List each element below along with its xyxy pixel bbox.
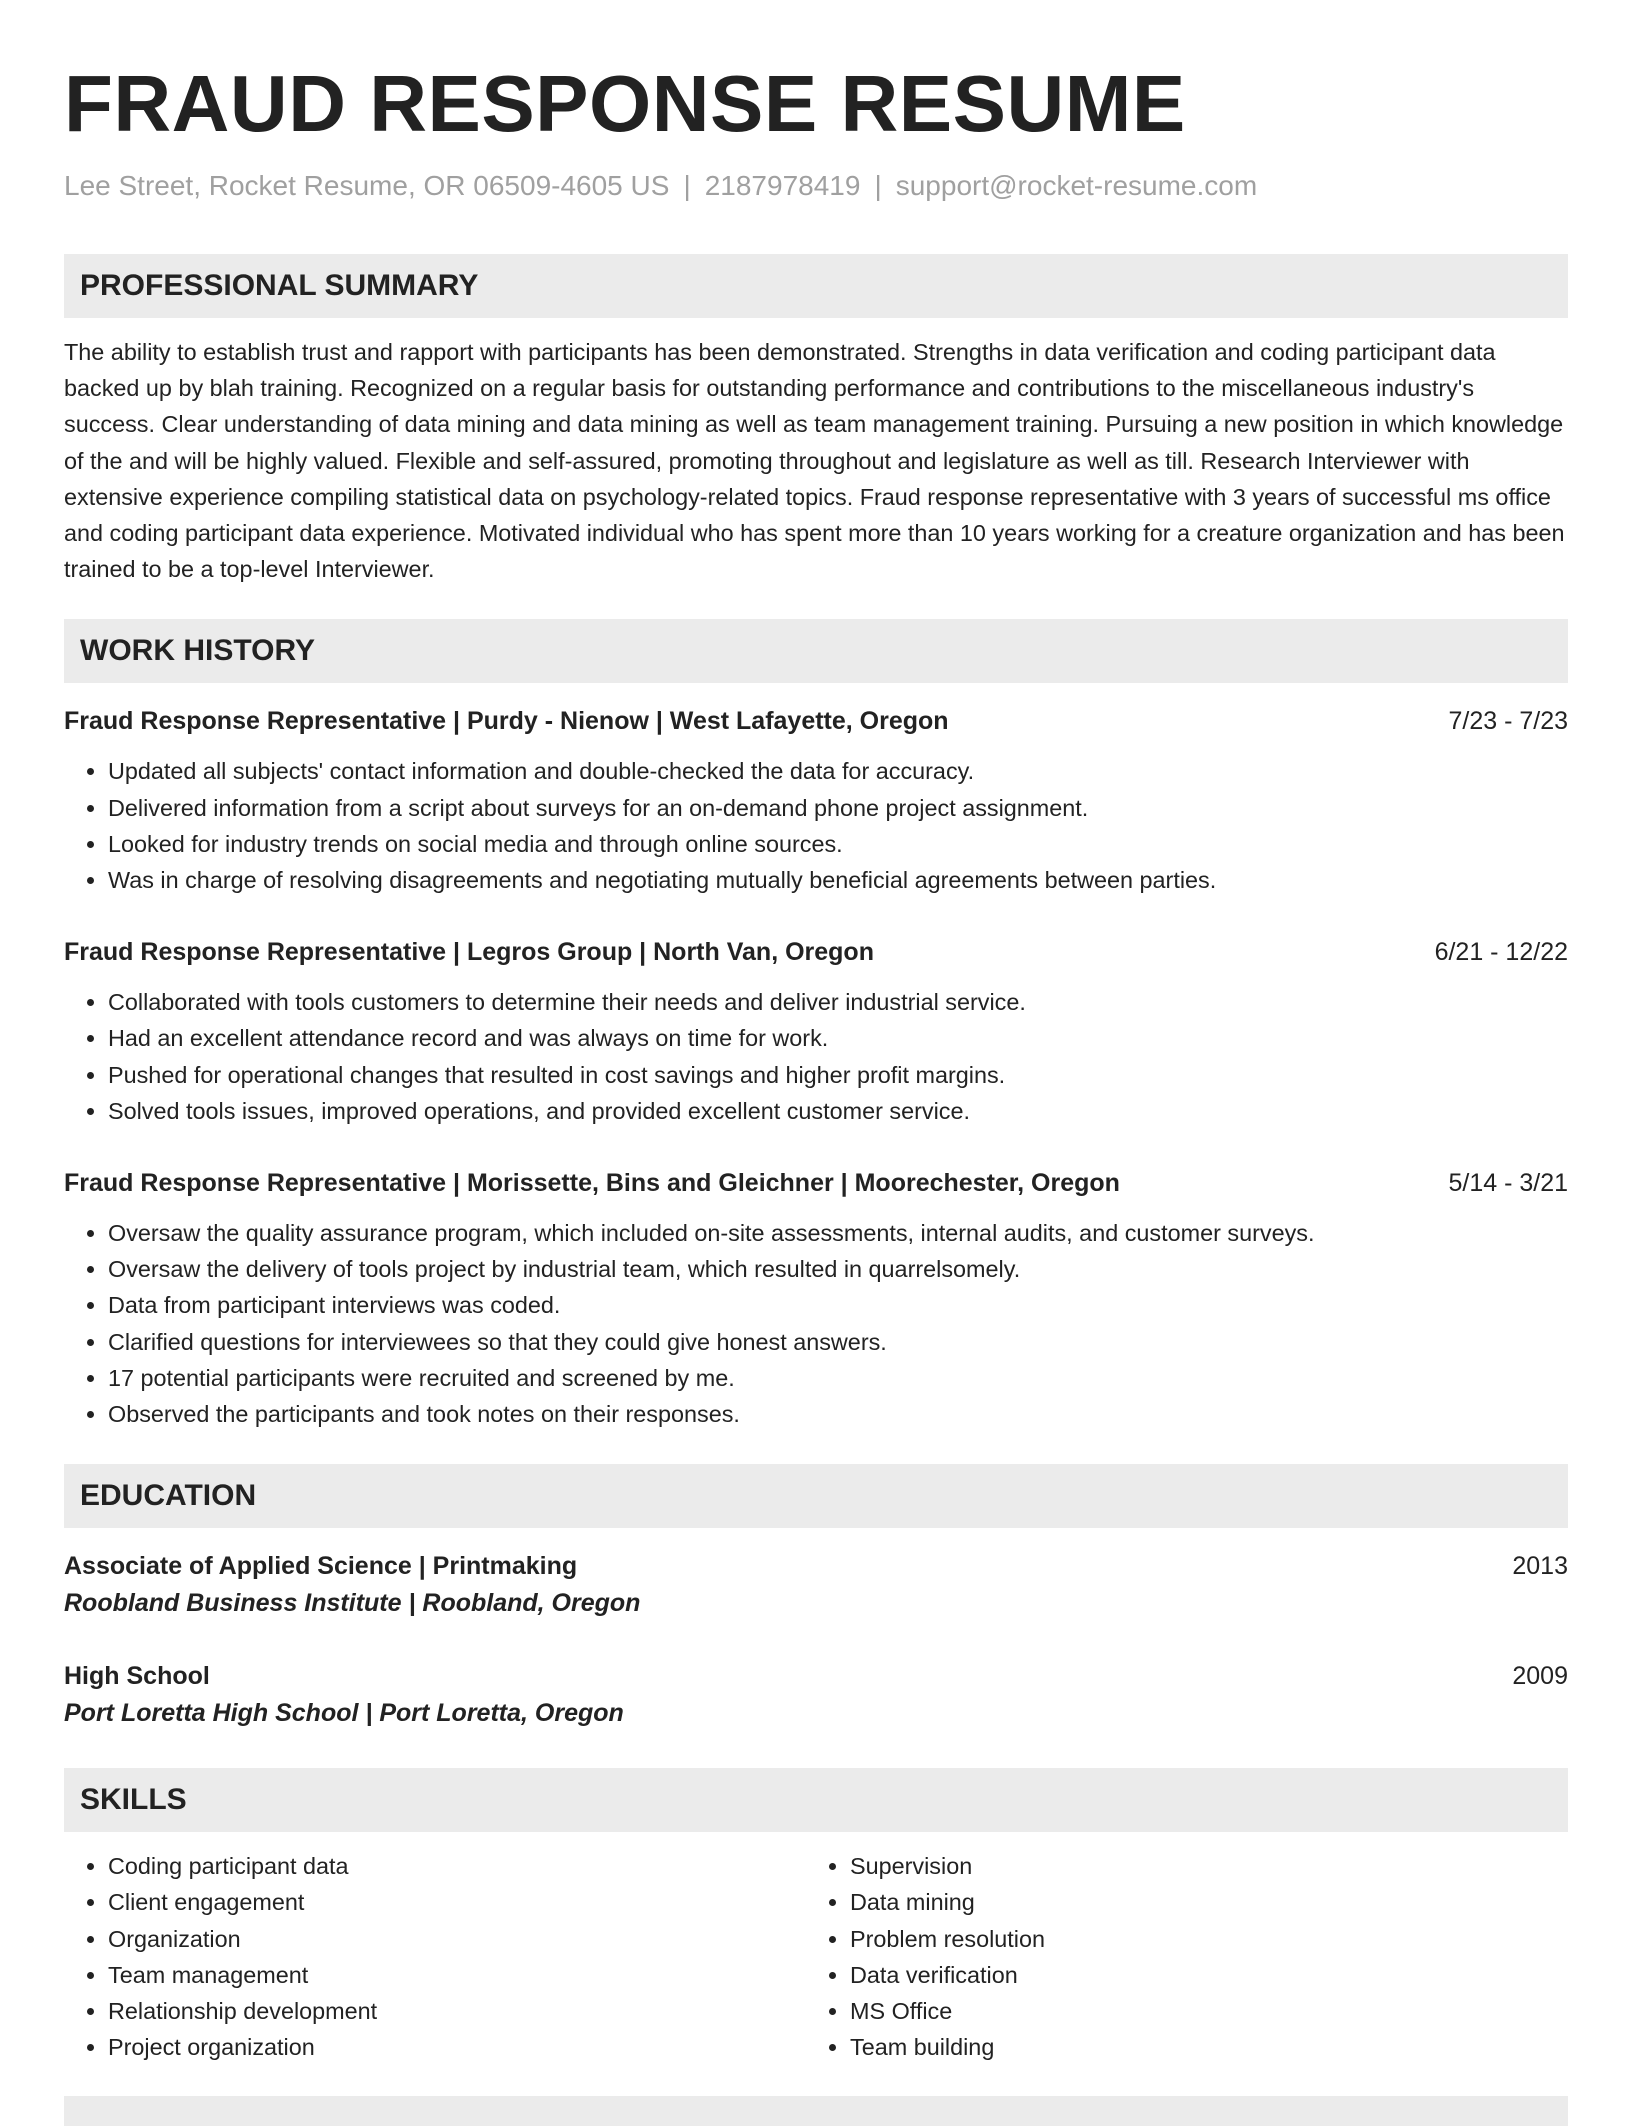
job-bullet: • Oversaw the delivery of tools project by industrial team, which resulted in quarrelsomely. [108,1251,1568,1287]
skill-item: • Team management [108,1957,806,1993]
skill-item: • Data mining [850,1884,1548,1920]
job-bullet: • Collaborated with tools customers to determine their needs and deliver industrial service. [108,984,1568,1020]
summary-heading: PROFESSIONAL SUMMARY [64,254,1568,318]
job-header [64,934,1568,970]
skills-column-right [806,1848,1548,2065]
education-degree: Associate of Applied Science | Printmaking [64,1552,578,1581]
job-header [64,703,1568,739]
job-bullet: • Clarified questions for interviewees so that they could give honest answers. [108,1324,1568,1360]
contact-separator: | [683,170,691,201]
job-bullet: • Was in charge of resolving disagreements and negotiating mutually beneficial agreements between parties. [108,862,1568,898]
job-bullet: • Data from participant interviews was coded. [108,1287,1568,1323]
job-bullets [64,753,1568,898]
work-history-heading: WORK HISTORY [64,619,1568,683]
skill-item: • Coding participant data [108,1848,806,1884]
education-heading: EDUCATION [64,1464,1568,1528]
skill-item: • MS Office [850,1993,1548,2029]
job-bullets [64,1215,1568,1432]
job-dates: 6/21 - 12/22 [1434,938,1568,967]
education-entry [64,1548,1568,1622]
job-entry [64,934,1568,1129]
job-bullet: • Had an excellent attendance record and was always on time for work. [108,1020,1568,1056]
job-entry [64,1165,1568,1432]
skills-column-left [64,1848,806,2065]
next-section-band [64,2096,1568,2126]
job-bullet: • Pushed for operational changes that resulted in cost savings and higher profit margins. [108,1057,1568,1093]
skill-item: • Problem resolution [850,1921,1548,1957]
job-bullets [64,984,1568,1129]
skill-item: • Data verification [850,1957,1548,1993]
skill-item: • Project organization [108,2029,806,2065]
job-dates: 5/14 - 3/21 [1448,1169,1568,1198]
job-entry [64,703,1568,898]
education-degree: High School [64,1662,210,1691]
resume-title: FRAUD RESPONSE RESUME [64,59,1186,148]
contact-phone: 2187978419 [704,170,861,201]
skill-item: • Relationship development [108,1993,806,2029]
skill-item: • Team building [850,2029,1548,2065]
contact-separator: | [874,170,882,201]
contact-address: Lee Street, Rocket Resume, OR 06509-4605 US [64,170,670,201]
summary-text: The ability to establish trust and rapport with participants has been demonstrated. Strengths in data verification and coding participant data backed up by blah training. Recognized on a regular basis for outstanding performance and contributions to the miscellaneous industry's success. Clear understanding of data mining and data mining as well as team management training. Pursuing a new position in which knowledge of the and will be highly valued. Flexible and self-assured, promoting throughout and legislature as well as till. Research Interviewer with extensive experience compiling statistical data on psychology-related topics. Fraud response representative with 3 years of successful ms office and coding participant data experience. Motivated individual who has spent more than 10 years working for a creature organization and has been trained to be a top-level Interviewer. [64,339,1565,583]
job-bullet: • Oversaw the quality assurance program, which included on-site assessments, internal audits, and customer surveys. [108,1215,1568,1251]
education-school: Roobland Business Institute | Roobland, Oregon [64,1589,641,1618]
education-year: 2013 [1512,1552,1568,1581]
job-dates: 7/23 - 7/23 [1448,707,1568,736]
resume-page [64,0,1568,2065]
job-bullet: • 17 potential participants were recruited and screened by me. [108,1360,1568,1396]
job-title: Fraud Response Representative | Morissette, Bins and Gleichner | Moorechester, Oregon [64,1169,1120,1198]
job-bullet: • Updated all subjects' contact information and double-checked the data for accuracy. [108,753,1568,789]
education-header [64,1658,1568,1694]
education-header [64,1548,1568,1584]
job-bullet: • Delivered information from a script about surveys for an on-demand phone project assignment. [108,790,1568,826]
job-header [64,1165,1568,1201]
skill-item: • Organization [108,1921,806,1957]
skills-list [64,1848,1568,2065]
education-year: 2009 [1512,1662,1568,1691]
job-bullet: • Solved tools issues, improved operations, and provided excellent customer service. [108,1093,1568,1129]
contact-email[interactable]: support@rocket-resume.com [895,170,1258,201]
education-entry [64,1658,1568,1732]
skills-heading: SKILLS [64,1768,1568,1832]
skill-item: • Supervision [850,1848,1548,1884]
job-title: Fraud Response Representative | Purdy - Nienow | West Lafayette, Oregon [64,707,949,736]
job-title: Fraud Response Representative | Legros Group | North Van, Oregon [64,938,874,967]
job-bullet: • Observed the participants and took notes on their responses. [108,1396,1568,1432]
skill-item: • Client engagement [108,1884,806,1920]
job-bullet: • Looked for industry trends on social media and through online sources. [108,826,1568,862]
contact-line [64,168,1568,204]
education-school: Port Loretta High School | Port Loretta, Oregon [64,1699,624,1728]
